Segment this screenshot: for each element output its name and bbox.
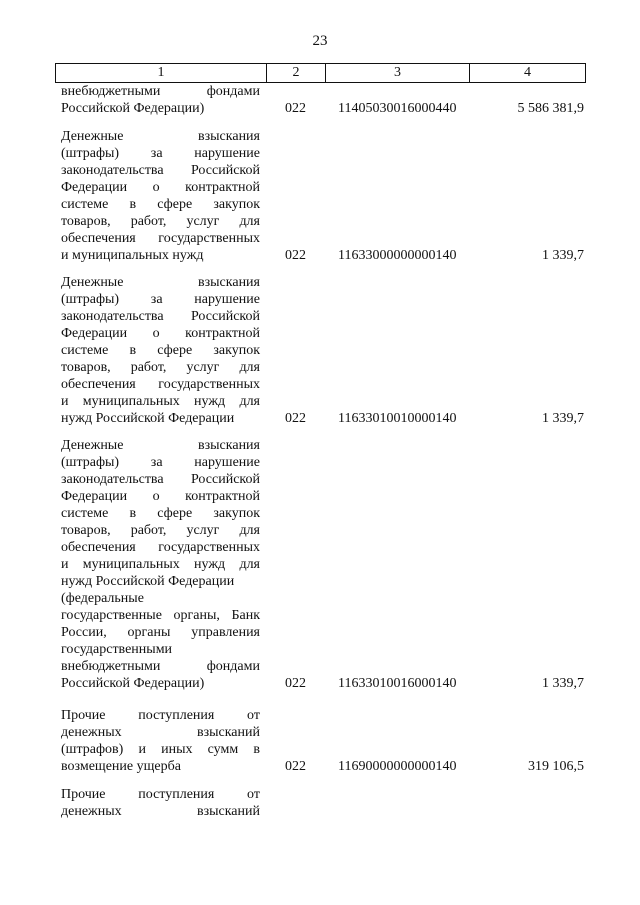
header-col-3: 3: [326, 64, 470, 82]
description-line: товаров, работ, услуг для: [61, 523, 260, 538]
table-header: [55, 63, 586, 83]
row-description: [61, 707, 260, 775]
header-col-2: 2: [267, 64, 326, 82]
row-description: [61, 128, 260, 264]
header-col-4: 4: [524, 65, 531, 80]
description-line: России, органы управления: [61, 625, 260, 640]
description-line: системе в сфере закупок: [61, 197, 260, 212]
description-line: обеспечения государственных: [61, 231, 260, 246]
revenue-code: 11633010010000140: [338, 411, 457, 426]
description-line: (штрафы) за нарушение: [61, 146, 260, 161]
description-line: нужд Российской Федерации: [61, 411, 235, 426]
description-line: возмещение ущерба: [61, 759, 181, 774]
description-line: (штрафы) за нарушение: [61, 292, 260, 307]
admin-code: 022: [285, 411, 306, 426]
description-line: законодательства Российской: [61, 309, 260, 324]
description-line: системе в сфере закупок: [61, 343, 260, 358]
description-line: Федерации о контрактной: [61, 489, 260, 504]
revenue-code: 11633010016000140: [338, 676, 457, 691]
description-line: государственные органы, Банк: [61, 608, 260, 623]
row-description: [61, 437, 260, 692]
description-line: системе в сфере закупок: [61, 506, 260, 521]
description-line: (штрафы) за нарушение: [61, 455, 260, 470]
description-line: законодательства Российской: [61, 472, 260, 487]
description-line: Федерации о контрактной: [61, 180, 260, 195]
description-line: внебюджетными фондами: [61, 659, 260, 674]
description-line: Денежные взыскания: [61, 438, 260, 453]
description-line: (федеральные: [61, 591, 144, 606]
description-line: государственными: [61, 642, 173, 657]
admin-code: 022: [285, 248, 306, 263]
amount: 319 106,5: [528, 759, 584, 774]
description-line: Денежные взыскания: [61, 129, 260, 144]
description-line: законодательства Российской: [61, 163, 260, 178]
description-line: обеспечения государственных: [61, 540, 260, 555]
row-description: [61, 83, 260, 117]
amount: 1 339,7: [542, 248, 584, 263]
description-line: и муниципальных нужд для: [61, 557, 260, 572]
amount: 1 339,7: [542, 411, 584, 426]
row-description: [61, 786, 260, 820]
description-line: обеспечения государственных: [61, 377, 260, 392]
description-line: Прочие поступления от: [61, 708, 260, 723]
description-line: и муниципальных нужд для: [61, 394, 260, 409]
revenue-code: 11405030016000440: [338, 101, 457, 116]
amount: 5 586 381,9: [517, 101, 584, 116]
admin-code: 022: [285, 676, 306, 691]
revenue-code: 11633000000000140: [338, 248, 457, 263]
page-number: 23: [312, 33, 328, 49]
description-line: Прочие поступления от: [61, 787, 260, 802]
description-line: товаров, работ, услуг для: [61, 214, 260, 229]
description-line: Денежные взыскания: [61, 275, 260, 290]
amount: 1 339,7: [542, 676, 584, 691]
description-line: внебюджетными фондами: [61, 84, 260, 99]
admin-code: 022: [285, 759, 306, 774]
description-line: нужд Российской Федерации: [61, 574, 235, 589]
description-line: денежных взысканий: [61, 725, 260, 740]
header-col-1: 1: [56, 64, 267, 82]
description-line: (штрафов) и иных сумм в: [61, 742, 260, 757]
description-line: товаров, работ, услуг для: [61, 360, 260, 375]
row-description: [61, 274, 260, 427]
description-line: Федерации о контрактной: [61, 326, 260, 341]
description-line: Российской Федерации): [61, 676, 205, 691]
description-line: и муниципальных нужд: [61, 248, 204, 263]
revenue-code: 11690000000000140: [338, 759, 457, 774]
admin-code: 022: [285, 101, 306, 116]
description-line: Российской Федерации): [61, 101, 205, 116]
description-line: денежных взысканий: [61, 804, 260, 819]
